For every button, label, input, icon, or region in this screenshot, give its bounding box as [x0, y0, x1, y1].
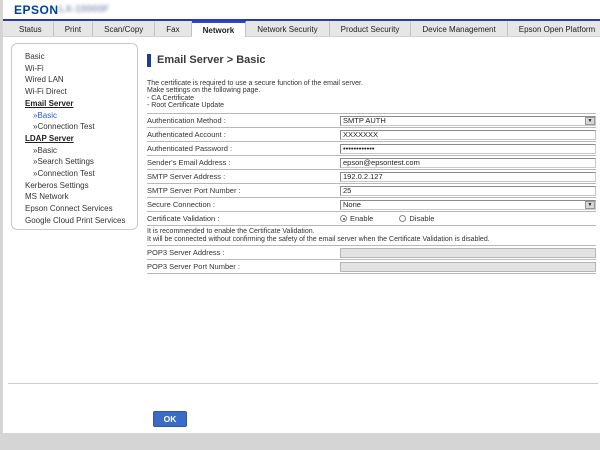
dropdown-arrow-icon[interactable]: ▼: [585, 117, 595, 125]
form-row-pop3-server-address: [147, 245, 596, 259]
sidebar-item-ldap-basic[interactable]: »Basic: [33, 145, 58, 155]
certificate-validation-enable-radio[interactable]: [340, 214, 373, 223]
pop3-server-port-number-input: [340, 262, 596, 272]
field-label: Authenticated Account :: [147, 130, 226, 140]
field-label: Secure Connection :: [147, 200, 215, 210]
epson-logo: EPSON: [14, 3, 59, 17]
form-row-certificate-validation: [147, 211, 596, 225]
form-row-authenticated-password: [147, 141, 596, 155]
note-line: It is recommended to enable the Certificate Validation.: [147, 228, 315, 236]
sidebar-item-email-server-connection-test[interactable]: »Connection Test: [33, 122, 95, 132]
sidebar-item-google-cloud-print-services[interactable]: Google Cloud Print Services: [25, 215, 126, 225]
sidebar-item-ldap-connection-test[interactable]: »Connection Test: [33, 169, 95, 179]
sidebar-item-wifi[interactable]: Wi-Fi: [25, 63, 44, 73]
form-row-senders-email-address: [147, 155, 596, 169]
sidebar-item-wifi-direct[interactable]: Wi-Fi Direct: [25, 87, 67, 97]
certificate-validation-note: [147, 225, 596, 245]
secure-connection-select[interactable]: [340, 200, 596, 210]
description-line: The certificate is required to use a secure function of the email server.: [147, 80, 363, 87]
description-line: - Root Certificate Update: [147, 101, 225, 109]
smtp-server-address-input[interactable]: [340, 172, 596, 182]
webconfig-page: [3, 0, 600, 433]
authentication-method-select[interactable]: [340, 116, 596, 126]
field-label: POP3 Server Port Number :: [147, 262, 240, 272]
page-description: [147, 80, 596, 109]
tab-device-management[interactable]: Device Management: [411, 21, 507, 36]
form-row-smtp-server-address: [147, 169, 596, 183]
field-label: Authentication Method :: [147, 116, 226, 126]
radio-checked-icon[interactable]: [340, 215, 347, 222]
field-label: Sender's Email Address :: [147, 158, 231, 168]
sidebar-item-email-server[interactable]: Email Server: [25, 98, 74, 108]
email-server-form: [147, 113, 596, 274]
form-row-pop3-server-port-number: [147, 259, 596, 273]
smtp-server-port-number-input[interactable]: [340, 186, 596, 196]
field-label: Authenticated Password :: [147, 144, 233, 154]
field-label: POP3 Server Address :: [147, 248, 225, 258]
form-row-authentication-method: [147, 113, 596, 127]
pop3-server-address-input: [340, 248, 596, 258]
sidebar-item-email-server-basic[interactable]: »Basic: [33, 110, 58, 120]
radio-label: Enable: [350, 214, 374, 224]
main-content: [147, 53, 596, 274]
radio-unchecked-icon[interactable]: [399, 215, 406, 222]
tab-epson-open-platform[interactable]: Epson Open Platform: [508, 21, 600, 36]
footer-divider: [8, 383, 598, 384]
radio-label: Disable: [409, 214, 435, 224]
note-line: It will be connected without confirming the safety of the email server when the Certificate Validation is disabled.: [147, 236, 490, 244]
sidebar-item-kerberos-settings[interactable]: Kerberos Settings: [25, 180, 89, 190]
field-label: SMTP Server Port Number :: [147, 186, 241, 196]
field-label: SMTP Server Address :: [147, 172, 226, 182]
certificate-validation-disable-radio[interactable]: [399, 214, 434, 223]
selected-value: None: [343, 200, 361, 210]
description-line: - CA Certificate: [147, 94, 195, 102]
header: [3, 0, 600, 19]
title-accent-bar: [147, 54, 151, 67]
form-row-authenticated-account: [147, 127, 596, 141]
form-row-smtp-server-port-number: [147, 183, 596, 197]
form-row-secure-connection: [147, 197, 596, 211]
tab-print[interactable]: Print: [54, 21, 93, 36]
selected-value: SMTP AUTH: [343, 116, 386, 126]
page-title-row: [147, 53, 596, 67]
senders-email-address-input[interactable]: [340, 158, 596, 168]
tab-network[interactable]: Network: [192, 21, 247, 37]
tab-network-security[interactable]: Network Security: [246, 21, 329, 36]
sidebar-item-epson-connect-services[interactable]: Epson Connect Services: [25, 204, 113, 214]
tab-status[interactable]: Status: [8, 21, 54, 36]
tab-scan-copy[interactable]: Scan/Copy: [93, 21, 155, 36]
authenticated-password-input[interactable]: [340, 144, 596, 154]
printer-model-name: LX-10000F: [59, 4, 110, 15]
dropdown-arrow-icon[interactable]: ▼: [585, 201, 595, 209]
description-line: Make settings on the following page.: [147, 87, 261, 95]
sidebar-nav: [11, 43, 138, 230]
ok-button[interactable]: OK: [153, 411, 187, 427]
sidebar-item-basic[interactable]: Basic: [25, 52, 45, 61]
tab-fax[interactable]: Fax: [155, 21, 191, 36]
sidebar-item-ldap-server[interactable]: LDAP Server: [25, 133, 74, 143]
page-title: Email Server > Basic: [157, 54, 266, 66]
authenticated-account-input[interactable]: [340, 130, 596, 140]
sidebar-item-ldap-search-settings[interactable]: »Search Settings: [33, 157, 94, 167]
sidebar-item-ms-network[interactable]: MS Network: [25, 192, 69, 202]
tab-product-security[interactable]: Product Security: [330, 21, 412, 36]
tab-bar: [3, 21, 600, 37]
field-label: Certificate Validation :: [147, 214, 220, 224]
sidebar-item-wired-lan[interactable]: Wired LAN: [25, 75, 64, 85]
